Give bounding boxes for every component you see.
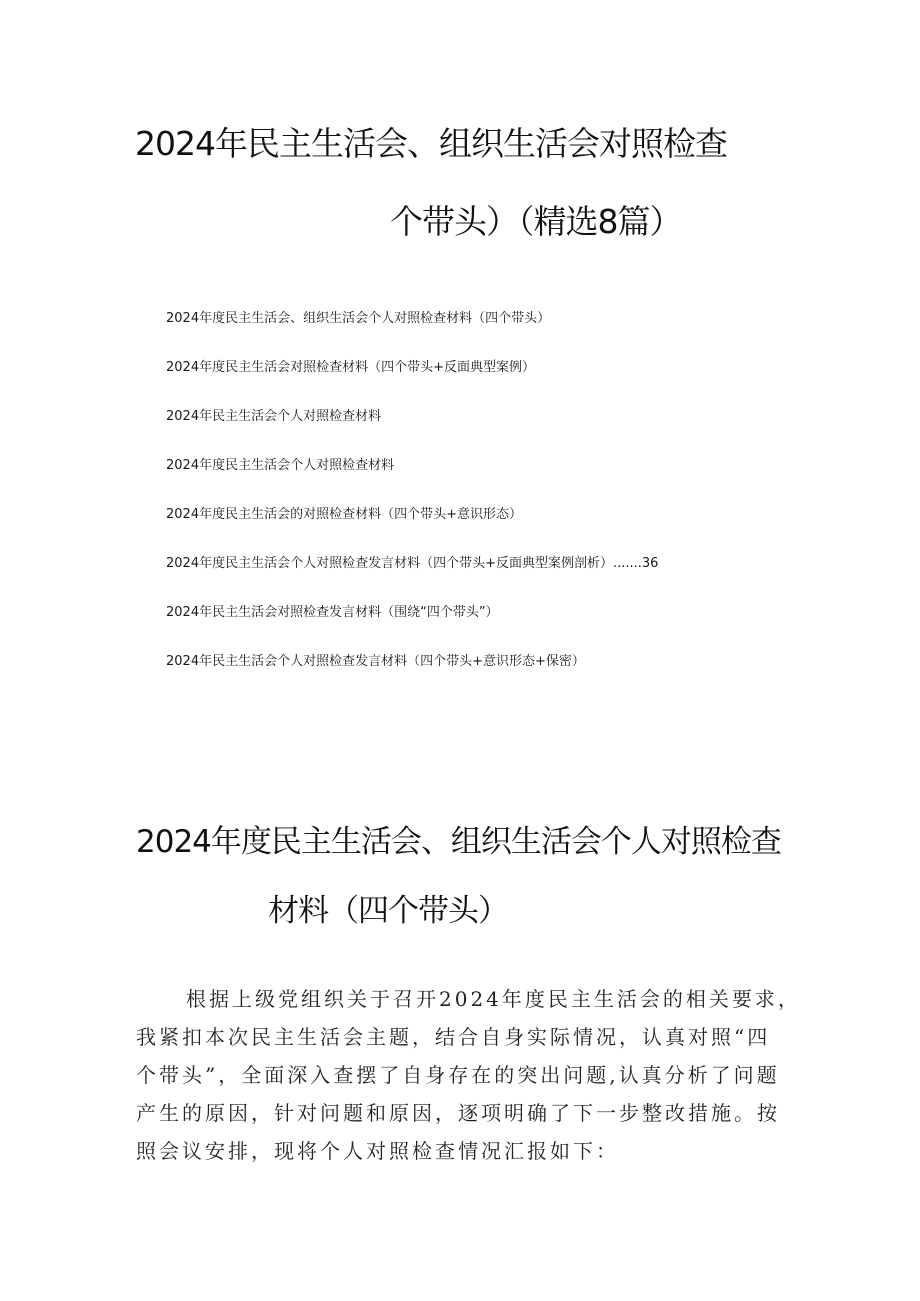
toc-item[interactable]: 2024年民主生活会对照检查发言材料（围绕“四个带头”） xyxy=(166,605,499,620)
toc-item[interactable]: 2024年民主生活会个人对照检查发言材料（四个带头+意识形态+保密） xyxy=(166,654,585,669)
body-paragraph xyxy=(136,980,801,1170)
body-line: 我紧扣本次民主生活会主题，结合自身实际情况，认真对照“四 xyxy=(136,1025,771,1049)
toc-item[interactable]: 2024年度民主生活会对照检查材料（四个带头+反面典型案例） xyxy=(166,360,535,375)
document-title-line-2: 个带头）（精选8篇） xyxy=(390,202,682,241)
section-title-line-2: 材料（四个带头） xyxy=(268,893,508,929)
body-line: 根据上级党组织关于召开2024年度民主生活会的相关要求， xyxy=(186,987,801,1011)
toc-item[interactable]: 2024年度民主生活会个人对照检查发言材料（四个带头+反面典型案例剖析）.......36 xyxy=(166,556,659,571)
toc-item[interactable]: 2024年度民主生活会的对照检查材料（四个带头+意识形态） xyxy=(166,507,522,522)
section-title-line-1: 2024年度民主生活会、组织生活会个人对照检查 xyxy=(136,824,781,860)
document-title-line-1: 2024年民主生活会、组织生活会对照检查 xyxy=(135,124,727,163)
body-line: 产生的原因，针对问题和原因，逐项明确了下一步整改措施。按 xyxy=(136,1101,780,1125)
body-line: 个带头”，全面深入查摆了自身存在的突出问题,认真分析了问题 xyxy=(136,1063,780,1087)
toc-item[interactable]: 2024年民主生活会个人对照检查材料 xyxy=(166,409,382,424)
toc-item[interactable]: 2024年度民主生活会、组织生活会个人对照检查材料（四个带头） xyxy=(166,311,551,326)
toc-item[interactable]: 2024年度民主生活会个人对照检查材料 xyxy=(166,458,395,473)
table-of-contents xyxy=(166,309,658,701)
body-line: 照会议安排，现将个人对照检查情况汇报如下： xyxy=(136,1139,619,1163)
